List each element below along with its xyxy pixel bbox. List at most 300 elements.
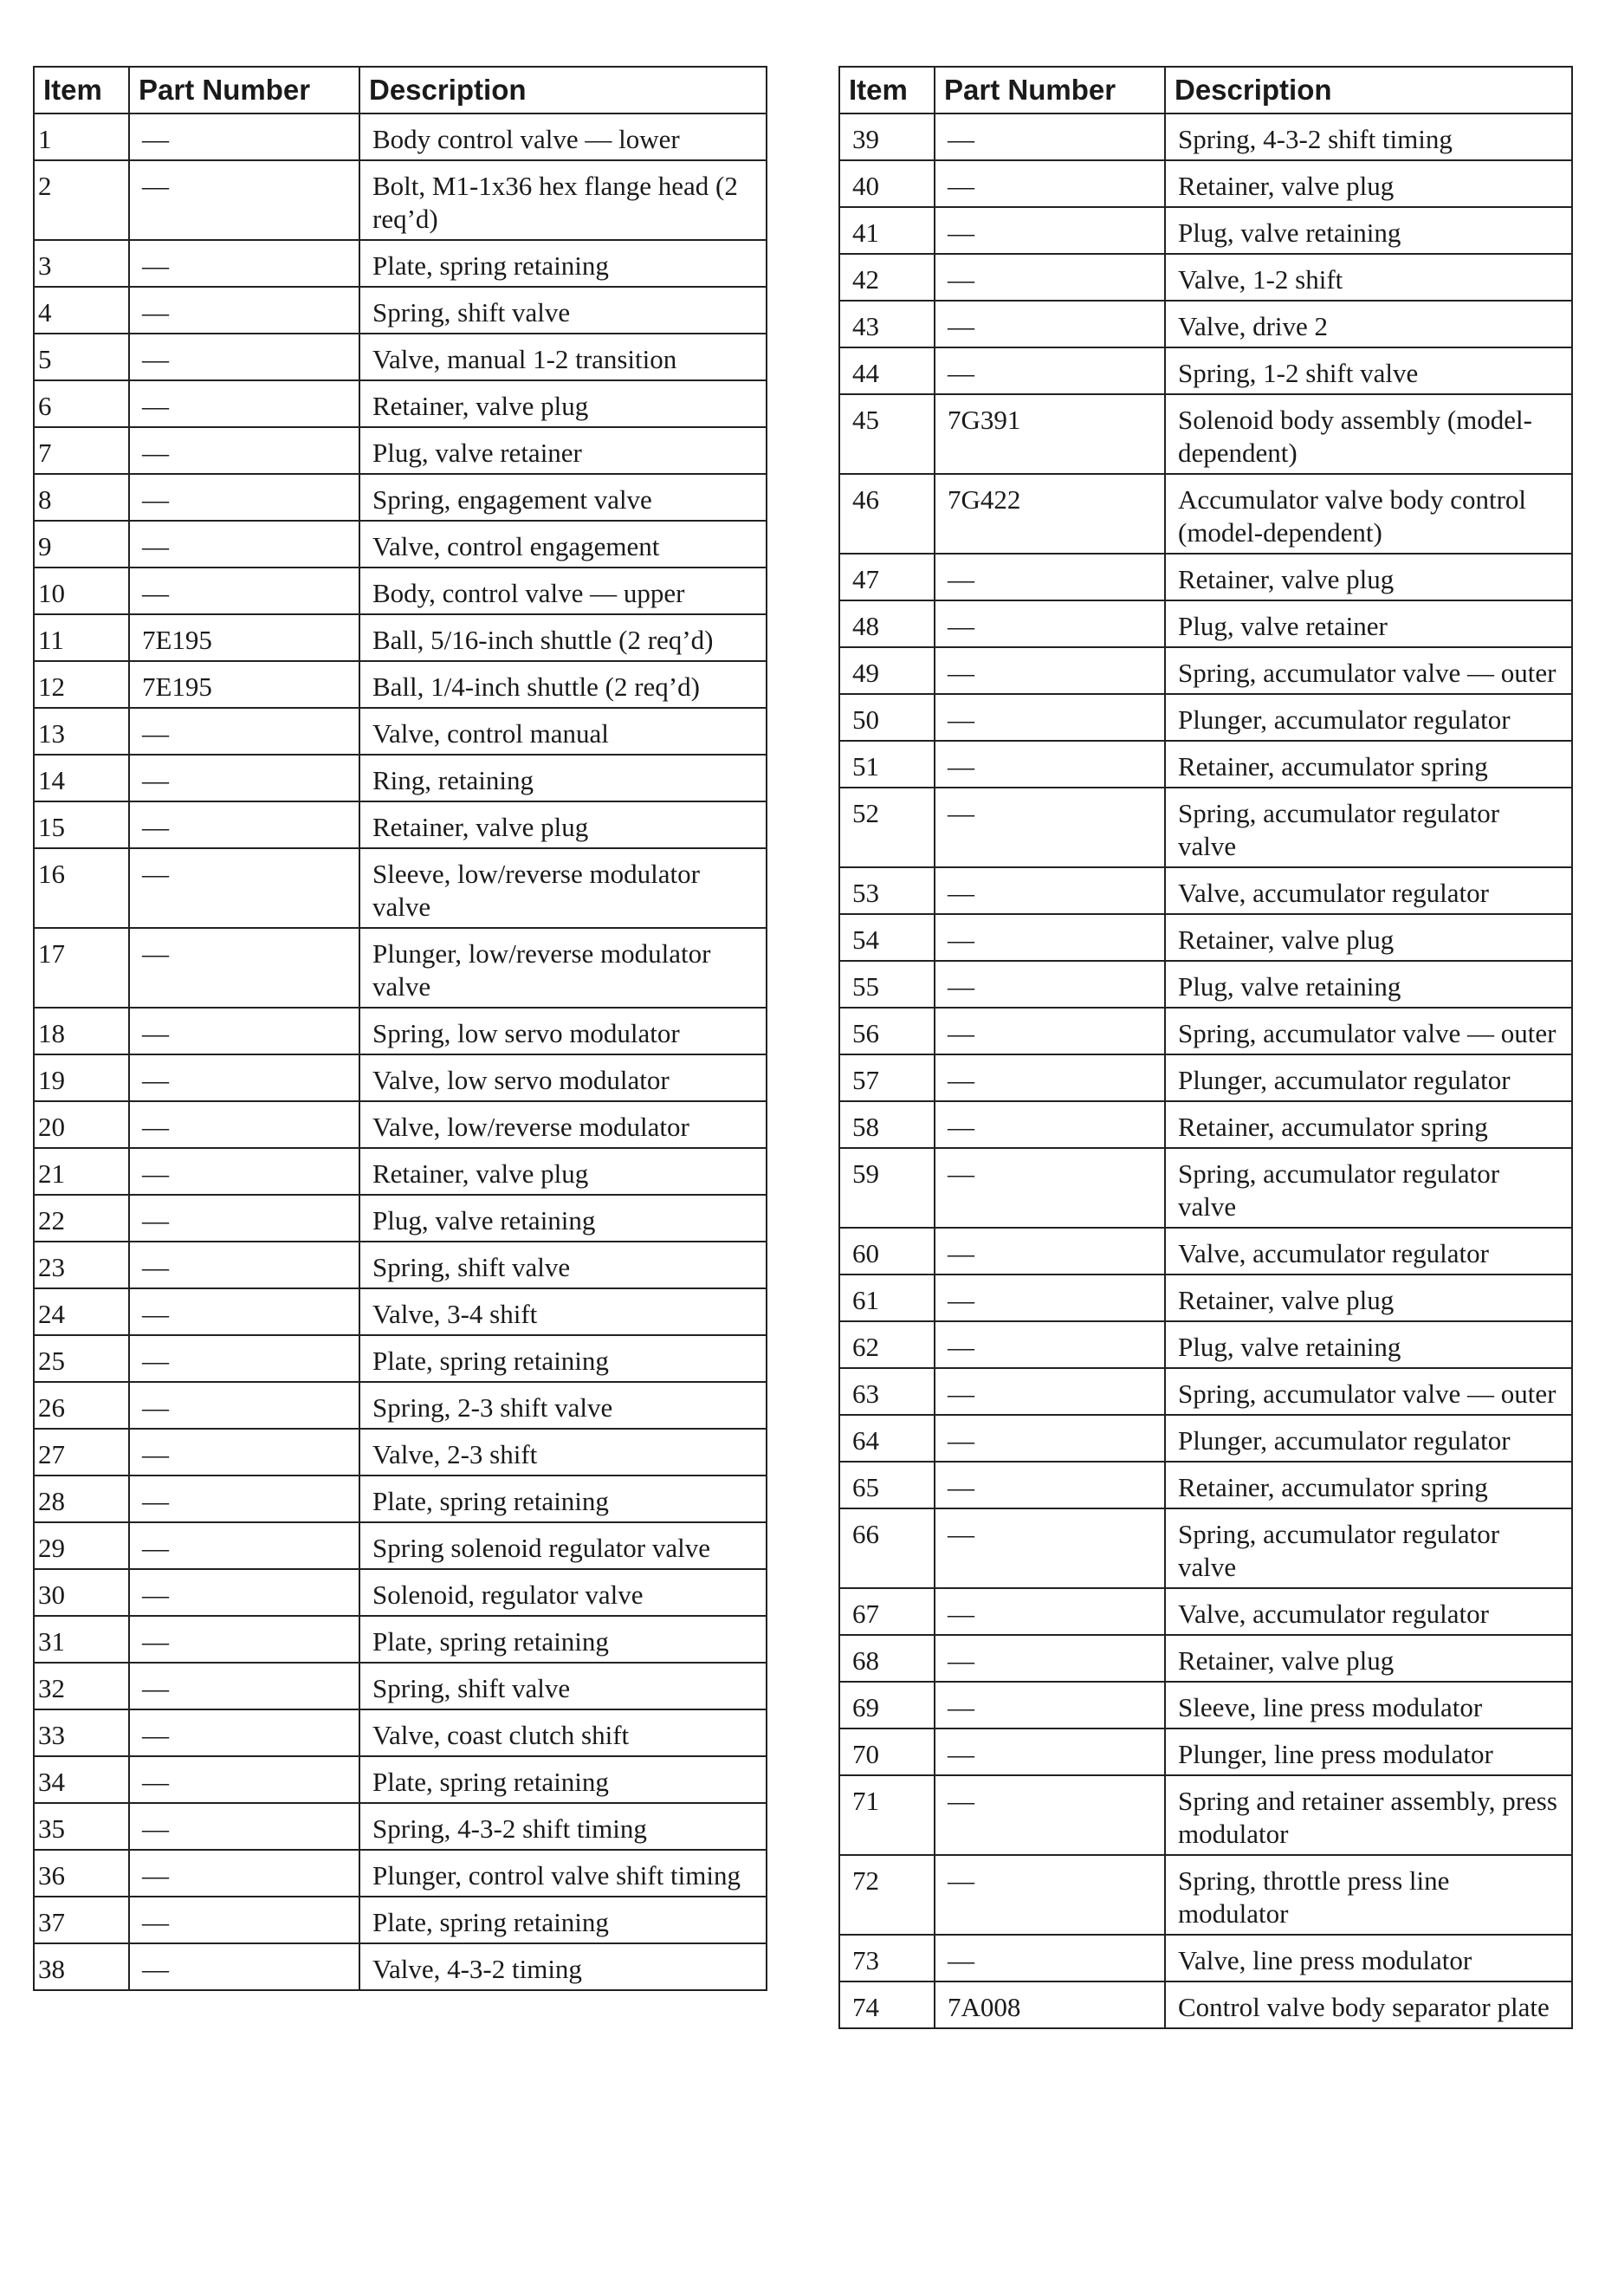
description-cell: Plate, spring retaining [359,1476,767,1522]
table-row [839,1775,1572,1855]
item-cell: 39 [839,114,935,160]
item-cell: 53 [839,867,935,914]
table-row [839,394,1572,474]
part-number-cell: — [935,1728,1165,1775]
item-cell: 34 [34,1756,129,1803]
description-cell: Solenoid body assembly (model-dependent) [1165,394,1572,474]
part-number-cell: — [129,521,359,568]
description-cell: Sleeve, low/reverse modulator valve [359,848,767,928]
description-cell: Body, control valve — upper [359,568,767,614]
description-cell: Spring, low servo modulator [359,1008,767,1054]
part-number-cell: — [935,1148,1165,1228]
table-row [34,380,767,427]
item-cell: 8 [34,474,129,521]
description-cell: Plug, valve retaining [359,1195,767,1242]
part-number-cell: — [129,1101,359,1148]
part-number-cell: — [935,1368,1165,1415]
column-header-item: Item [839,67,935,114]
description-cell: Spring, shift valve [359,1663,767,1709]
table-row [839,347,1572,394]
part-number-cell: — [935,301,1165,347]
part-number-cell: — [129,1943,359,1990]
part-number-cell: — [129,287,359,334]
part-number-cell: — [935,1682,1165,1728]
table-row [839,1321,1572,1368]
item-cell: 36 [34,1850,129,1897]
description-cell: Valve, 1-2 shift [1165,254,1572,301]
description-cell: Valve, accumulator regulator [1165,1228,1572,1274]
description-cell: Spring, accumulator valve — outer [1165,1368,1572,1415]
description-cell: Valve, 2-3 shift [359,1429,767,1476]
item-cell: 60 [839,1228,935,1274]
item-cell: 47 [839,554,935,600]
table-row [839,1148,1572,1228]
table-row [34,1943,767,1990]
item-cell: 35 [34,1803,129,1850]
description-cell: Spring and retainer assembly, press modulator [1165,1775,1572,1855]
item-cell: 49 [839,647,935,694]
description-cell: Retainer, valve plug [1165,914,1572,961]
description-cell: Valve, low/reverse modulator [359,1101,767,1148]
description-cell: Plug, valve retaining [1165,1321,1572,1368]
item-cell: 7 [34,427,129,474]
table-row [34,334,767,380]
table-row [34,661,767,708]
item-cell: 74 [839,1981,935,2028]
part-number-cell: — [935,1101,1165,1148]
item-cell: 70 [839,1728,935,1775]
item-cell: 23 [34,1242,129,1288]
table-row [34,848,767,928]
part-number-cell: — [935,554,1165,600]
table-row [839,1008,1572,1054]
table-row [34,1709,767,1756]
item-cell: 29 [34,1522,129,1569]
table-row [34,1054,767,1101]
description-cell: Spring, accumulator regulator valve [1165,1508,1572,1588]
item-cell: 32 [34,1663,129,1709]
column-header-description: Description [359,67,767,114]
part-number-cell: — [935,1462,1165,1508]
description-cell: Plunger, accumulator regulator [1165,1054,1572,1101]
part-number-cell: 7E195 [129,661,359,708]
description-cell: Retainer, valve plug [1165,1274,1572,1321]
item-cell: 15 [34,801,129,848]
description-cell: Plug, valve retainer [1165,600,1572,647]
table-row [34,1242,767,1288]
item-cell: 6 [34,380,129,427]
description-cell: Valve, drive 2 [1165,301,1572,347]
part-number-cell: — [129,1756,359,1803]
item-cell: 46 [839,474,935,554]
table-row [34,1476,767,1522]
item-cell: 65 [839,1462,935,1508]
description-cell: Retainer, accumulator spring [1165,1462,1572,1508]
item-cell: 54 [839,914,935,961]
table-row [34,287,767,334]
description-cell: Plunger, low/reverse modulator valve [359,928,767,1008]
table-row [839,1682,1572,1728]
part-number-cell: — [935,347,1165,394]
parts-table-left [33,66,767,1991]
table-row [34,521,767,568]
table-row [839,961,1572,1008]
item-cell: 18 [34,1008,129,1054]
description-cell: Sleeve, line press modulator [1165,1682,1572,1728]
part-number-cell: — [935,1508,1165,1588]
item-cell: 9 [34,521,129,568]
description-cell: Spring, shift valve [359,1242,767,1288]
description-cell: Plug, valve retainer [359,427,767,474]
description-cell: Valve, control engagement [359,521,767,568]
description-cell: Spring, engagement valve [359,474,767,521]
table-row [34,114,767,160]
item-cell: 20 [34,1101,129,1148]
description-cell: Spring, 4-3-2 shift timing [359,1803,767,1850]
part-number-cell: — [935,1935,1165,1981]
description-cell: Spring solenoid regulator valve [359,1522,767,1569]
table-row [839,1635,1572,1682]
part-number-cell: — [129,1569,359,1616]
part-number-cell: — [935,1321,1165,1368]
part-number-cell: — [935,160,1165,207]
item-cell: 66 [839,1508,935,1588]
description-cell: Plunger, control valve shift timing [359,1850,767,1897]
item-cell: 58 [839,1101,935,1148]
item-cell: 67 [839,1588,935,1635]
table-row [839,694,1572,741]
part-number-cell: — [935,207,1165,254]
item-cell: 21 [34,1148,129,1195]
description-cell: Retainer, valve plug [359,380,767,427]
part-number-cell: — [935,788,1165,867]
part-number-cell: — [129,1148,359,1195]
table-row [34,1008,767,1054]
part-number-cell: — [935,1008,1165,1054]
item-cell: 17 [34,928,129,1008]
column-header-part-number: Part Number [935,67,1165,114]
item-cell: 30 [34,1569,129,1616]
item-cell: 13 [34,708,129,755]
table-row [34,1148,767,1195]
item-cell: 59 [839,1148,935,1228]
part-number-cell: — [935,254,1165,301]
table-row [34,474,767,521]
description-cell: Retainer, valve plug [1165,160,1572,207]
item-cell: 51 [839,741,935,788]
part-number-cell: — [129,755,359,801]
table-row [839,1981,1572,2028]
item-cell: 27 [34,1429,129,1476]
part-number-cell: — [935,1415,1165,1462]
description-cell: Plate, spring retaining [359,1756,767,1803]
item-cell: 40 [839,160,935,207]
part-number-cell: — [129,1616,359,1663]
part-number-cell: — [129,1803,359,1850]
table-row [34,1288,767,1335]
item-cell: 48 [839,600,935,647]
description-cell: Plate, spring retaining [359,240,767,287]
description-cell: Plate, spring retaining [359,1335,767,1382]
table-row [34,568,767,614]
description-cell: Valve, 4-3-2 timing [359,1943,767,1990]
part-number-cell: 7A008 [935,1981,1165,2028]
item-cell: 44 [839,347,935,394]
table-row [34,755,767,801]
part-number-cell: — [935,694,1165,741]
part-number-cell: — [129,1242,359,1288]
part-number-cell: — [129,1429,359,1476]
table-row [34,1382,767,1429]
column-header-item: Item [34,67,129,114]
item-cell: 1 [34,114,129,160]
part-number-cell: — [129,1709,359,1756]
description-cell: Plug, valve retaining [1165,961,1572,1008]
table-row [839,788,1572,867]
description-cell: Plate, spring retaining [359,1897,767,1943]
part-number-cell: — [129,1663,359,1709]
item-cell: 41 [839,207,935,254]
part-number-cell: 7G391 [935,394,1165,474]
item-cell: 10 [34,568,129,614]
part-number-cell: — [129,114,359,160]
item-cell: 68 [839,1635,935,1682]
table-row [34,614,767,661]
table-row [34,1850,767,1897]
table-row [839,1228,1572,1274]
part-number-cell: — [935,1054,1165,1101]
description-cell: Accumulator valve body control (model-dependent) [1165,474,1572,554]
description-cell: Retainer, accumulator spring [1165,1101,1572,1148]
item-cell: 61 [839,1274,935,1321]
part-number-cell: — [935,600,1165,647]
part-number-cell: — [129,708,359,755]
item-cell: 4 [34,287,129,334]
item-cell: 2 [34,160,129,240]
part-number-cell: — [129,1850,359,1897]
table-row [839,741,1572,788]
table-row [839,207,1572,254]
table-row [839,1588,1572,1635]
item-cell: 57 [839,1054,935,1101]
table-row [34,160,767,240]
description-cell: Solenoid, regulator valve [359,1569,767,1616]
table-row [839,600,1572,647]
part-number-cell: — [935,1274,1165,1321]
description-cell: Valve, 3-4 shift [359,1288,767,1335]
item-cell: 52 [839,788,935,867]
table-row [34,1101,767,1148]
table-row [34,801,767,848]
table-row [839,1415,1572,1462]
item-cell: 33 [34,1709,129,1756]
description-cell: Valve, coast clutch shift [359,1709,767,1756]
part-number-cell: — [129,160,359,240]
description-cell: Ball, 1/4-inch shuttle (2 req’d) [359,661,767,708]
table-row [34,1616,767,1663]
column-header-part-number: Part Number [129,67,359,114]
description-cell: Retainer, accumulator spring [1165,741,1572,788]
description-cell: Spring, 4-3-2 shift timing [1165,114,1572,160]
item-cell: 43 [839,301,935,347]
table-row [34,240,767,287]
part-number-cell: — [129,1335,359,1382]
part-number-cell: 7G422 [935,474,1165,554]
description-cell: Plunger, accumulator regulator [1165,1415,1572,1462]
description-cell: Spring, accumulator valve — outer [1165,1008,1572,1054]
description-cell: Spring, accumulator regulator valve [1165,788,1572,867]
table-row [34,1803,767,1850]
part-number-cell: — [129,801,359,848]
description-cell: Ring, retaining [359,755,767,801]
description-cell: Plate, spring retaining [359,1616,767,1663]
part-number-cell: — [935,1855,1165,1935]
item-cell: 11 [34,614,129,661]
table-row [34,1429,767,1476]
description-cell: Control valve body separator plate [1165,1981,1572,2028]
table-row [34,1897,767,1943]
table-row [839,474,1572,554]
table-row [839,1054,1572,1101]
table-row [839,1274,1572,1321]
part-number-cell: — [129,334,359,380]
description-cell: Plunger, line press modulator [1165,1728,1572,1775]
part-number-cell: — [129,427,359,474]
table-header-row [34,67,767,114]
description-cell: Spring, 1-2 shift valve [1165,347,1572,394]
table-row [839,1368,1572,1415]
table-row [839,160,1572,207]
table-row [839,254,1572,301]
item-cell: 28 [34,1476,129,1522]
item-cell: 5 [34,334,129,380]
description-cell: Retainer, valve plug [1165,1635,1572,1682]
description-cell: Retainer, valve plug [1165,554,1572,600]
description-cell: Plunger, accumulator regulator [1165,694,1572,741]
table-row [34,1663,767,1709]
part-number-cell: — [129,1054,359,1101]
description-cell: Plug, valve retaining [1165,207,1572,254]
description-cell: Valve, accumulator regulator [1165,1588,1572,1635]
table-row [34,1335,767,1382]
item-cell: 22 [34,1195,129,1242]
part-number-cell: — [935,1588,1165,1635]
item-cell: 16 [34,848,129,928]
part-number-cell: — [129,1195,359,1242]
description-cell: Spring, accumulator valve — outer [1165,647,1572,694]
part-number-cell: — [129,568,359,614]
description-cell: Retainer, valve plug [359,1148,767,1195]
part-number-cell: — [935,1228,1165,1274]
item-cell: 55 [839,961,935,1008]
part-number-cell: 7E195 [129,614,359,661]
part-number-cell: — [129,1476,359,1522]
table-row [839,647,1572,694]
description-cell: Ball, 5/16-inch shuttle (2 req’d) [359,614,767,661]
item-cell: 24 [34,1288,129,1335]
part-number-cell: — [129,1382,359,1429]
description-cell: Spring, accumulator regulator valve [1165,1148,1572,1228]
part-number-cell: — [129,1008,359,1054]
table-row [34,928,767,1008]
item-cell: 19 [34,1054,129,1101]
item-cell: 73 [839,1935,935,1981]
part-number-cell: — [129,848,359,928]
part-number-cell: — [935,914,1165,961]
column-header-description: Description [1165,67,1572,114]
part-number-cell: — [935,114,1165,160]
item-cell: 45 [839,394,935,474]
item-cell: 63 [839,1368,935,1415]
table-row [34,427,767,474]
table-row [839,1935,1572,1981]
item-cell: 62 [839,1321,935,1368]
part-number-cell: — [129,1288,359,1335]
part-number-cell: — [129,928,359,1008]
part-number-cell: — [129,1897,359,1943]
table-row [34,1756,767,1803]
table-row [839,1855,1572,1935]
part-number-cell: — [129,474,359,521]
description-cell: Valve, line press modulator [1165,1935,1572,1981]
part-number-cell: — [935,961,1165,1008]
description-cell: Valve, manual 1-2 transition [359,334,767,380]
part-number-cell: — [935,1635,1165,1682]
part-number-cell: — [935,647,1165,694]
item-cell: 3 [34,240,129,287]
table-row [34,1195,767,1242]
description-cell: Valve, control manual [359,708,767,755]
part-number-cell: — [129,1522,359,1569]
item-cell: 69 [839,1682,935,1728]
table-row [839,1728,1572,1775]
item-cell: 14 [34,755,129,801]
description-cell: Bolt, M1-1x36 hex flange head (2 req’d) [359,160,767,240]
item-cell: 42 [839,254,935,301]
description-cell: Valve, low servo modulator [359,1054,767,1101]
table-row [839,114,1572,160]
description-cell: Retainer, valve plug [359,801,767,848]
table-row [839,554,1572,600]
item-cell: 56 [839,1008,935,1054]
item-cell: 50 [839,694,935,741]
description-cell: Spring, throttle press line modulator [1165,1855,1572,1935]
item-cell: 26 [34,1382,129,1429]
description-cell: Spring, 2-3 shift valve [359,1382,767,1429]
table-row [839,301,1572,347]
table-row [34,708,767,755]
table-row [839,867,1572,914]
part-number-cell: — [935,867,1165,914]
part-number-cell: — [935,1775,1165,1855]
description-cell: Body control valve — lower [359,114,767,160]
table-row [34,1522,767,1569]
part-number-cell: — [129,380,359,427]
table-row [34,1569,767,1616]
table-row [839,914,1572,961]
table-row [839,1462,1572,1508]
item-cell: 25 [34,1335,129,1382]
item-cell: 37 [34,1897,129,1943]
item-cell: 38 [34,1943,129,1990]
part-number-cell: — [935,741,1165,788]
item-cell: 31 [34,1616,129,1663]
table-row [839,1508,1572,1588]
item-cell: 71 [839,1775,935,1855]
table-row [839,1101,1572,1148]
part-number-cell: — [129,240,359,287]
item-cell: 72 [839,1855,935,1935]
